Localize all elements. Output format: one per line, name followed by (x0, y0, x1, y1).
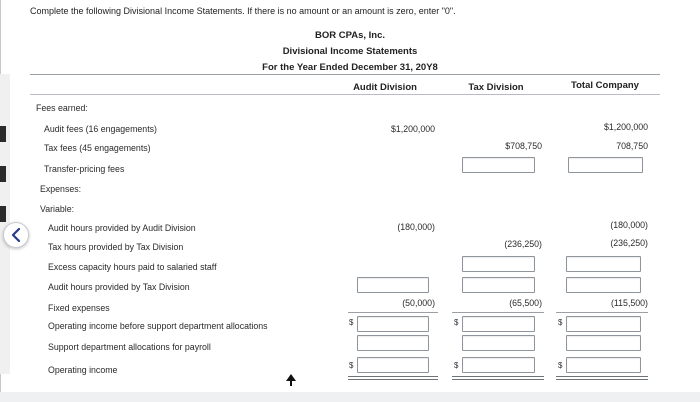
dollar-sign: $ (349, 361, 354, 370)
value-audit-fees-total: $1,200,000 (603, 122, 648, 132)
value-fixed-tax: (65,500) (509, 298, 542, 308)
value-audit-hours-total: (180,000) (610, 220, 648, 230)
company-name: BOR CPAs, Inc. (314, 30, 386, 41)
input-audit-hours-tax-audit[interactable] (357, 277, 429, 293)
input-transfer-pricing-total[interactable] (568, 157, 643, 173)
subtotal-rule-audit (348, 312, 438, 313)
statement-period: For the Year Ended December 31, 20Y8 (262, 62, 438, 73)
total-double-rule-audit (348, 379, 438, 380)
label-excess-capacity: Excess capacity hours paid to salaried staff (48, 262, 217, 272)
value-audit-fees-audit: $1,200,000 (390, 124, 435, 134)
header-rule (30, 74, 660, 75)
input-support-alloc-audit[interactable] (357, 335, 429, 351)
dollar-sign: $ (558, 318, 563, 327)
input-support-alloc-tax[interactable] (462, 335, 535, 351)
column-header-audit: Audit Division (353, 82, 417, 93)
total-double-rule-audit (348, 376, 438, 377)
dollar-sign: $ (454, 361, 459, 370)
input-op-income-before-audit[interactable] (357, 316, 429, 332)
instruction-text: Complete the following Divisional Income Statements. If there is no amount or an amount is zero, enter "0". (30, 6, 456, 16)
label-audit-hours-audit: Audit hours provided by Audit Division (48, 223, 196, 233)
label-support-alloc: Support department allocations for payroll (48, 342, 211, 352)
input-support-alloc-total[interactable] (566, 335, 641, 351)
input-op-income-audit[interactable] (357, 357, 429, 373)
column-header-rule (30, 94, 660, 95)
subtotal-rule-tax (452, 312, 544, 313)
label-variable: Variable: (40, 204, 75, 214)
total-double-rule-total (556, 376, 648, 377)
sidebar-marker (0, 206, 6, 222)
label-op-income: Operating income (48, 365, 118, 375)
label-tax-hours-tax: Tax hours provided by Tax Division (48, 242, 184, 252)
mouse-cursor-icon (286, 374, 296, 386)
chevron-left-icon (10, 228, 22, 242)
column-header-total: Total Company (571, 80, 639, 91)
dollar-sign: $ (558, 361, 563, 370)
label-transfer-pricing: Transfer-pricing fees (44, 164, 125, 174)
label-audit-hours-tax: Audit hours provided by Tax Division (48, 282, 190, 292)
value-tax-fees-total: 708,750 (616, 141, 648, 151)
value-tax-hours-total: (236,250) (610, 238, 648, 248)
column-header-tax: Tax Division (468, 82, 524, 93)
input-audit-hours-tax-total[interactable] (566, 277, 641, 293)
subtotal-rule-total (556, 312, 648, 313)
back-button[interactable] (3, 222, 29, 248)
label-op-income-before: Operating income before support department allocations (48, 321, 268, 331)
label-fees-earned: Fees earned: (36, 103, 88, 113)
label-tax-fees: Tax fees (45 engagements) (44, 143, 151, 153)
sidebar-marker (0, 166, 6, 182)
input-transfer-pricing-tax[interactable] (462, 157, 535, 173)
label-audit-fees: Audit fees (16 engagements) (44, 124, 157, 134)
bottom-strip (0, 392, 700, 402)
statement-title: Divisional Income Statements (282, 46, 418, 57)
label-expenses: Expenses: (40, 184, 82, 194)
value-tax-hours-tax: (236,250) (504, 239, 542, 249)
sidebar-marker (0, 126, 6, 142)
dollar-sign: $ (454, 318, 459, 327)
label-fixed-expenses: Fixed expenses (48, 303, 110, 313)
input-op-income-tax[interactable] (462, 357, 535, 373)
value-fixed-total: (115,500) (610, 298, 648, 308)
value-fixed-audit: (50,000) (402, 298, 435, 308)
total-double-rule-tax (452, 379, 544, 380)
total-double-rule-total (556, 379, 648, 380)
total-double-rule-tax (452, 376, 544, 377)
input-op-income-before-total[interactable] (566, 316, 641, 332)
input-excess-capacity-tax[interactable] (462, 256, 535, 272)
value-audit-hours-audit: (180,000) (397, 222, 435, 232)
input-op-income-total[interactable] (566, 357, 641, 373)
input-excess-capacity-total[interactable] (566, 256, 641, 272)
input-op-income-before-tax[interactable] (462, 316, 535, 332)
dollar-sign: $ (349, 318, 354, 327)
value-tax-fees-tax: $708,750 (505, 141, 542, 151)
input-audit-hours-tax-tax[interactable] (462, 277, 535, 293)
